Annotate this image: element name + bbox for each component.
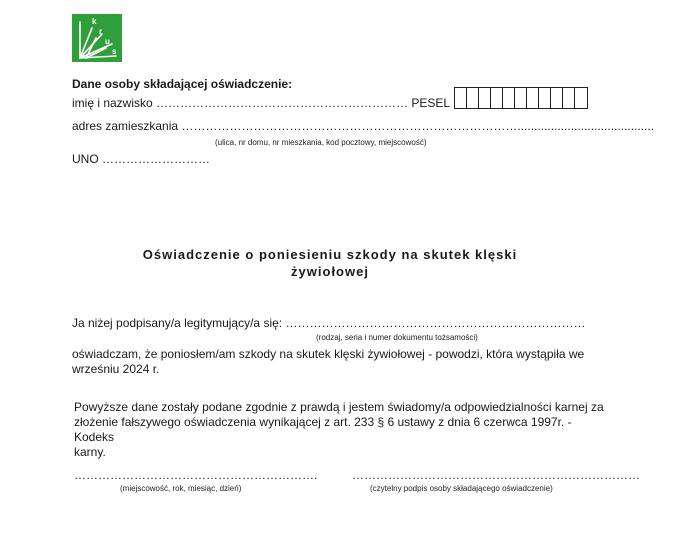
- liability-line2: złożenie fałszywego oświadczenia wynikającej z art. 233 § 6 ustawy z dnia 6 czerwca 1997r. - Kodeks: [74, 415, 572, 444]
- declaration-paragraph: [72, 347, 612, 377]
- name-row: [72, 96, 450, 110]
- uno-row: [72, 152, 210, 166]
- declaration-line2: wrześniu 2024 r.: [72, 362, 160, 376]
- liability-paragraph: [74, 400, 604, 460]
- name-field[interactable]: ………………………………………………………: [156, 96, 409, 110]
- pesel-digit-cell[interactable]: [575, 88, 587, 108]
- pesel-digit-cell[interactable]: [563, 88, 575, 108]
- document-title-line2: żywiołowej: [291, 264, 369, 279]
- svg-text:k: k: [92, 17, 97, 26]
- liability-line1: Powyższe dane zostały podane zgodnie z prawdą i jestem świadomy/a odpowiedzialności karnej za: [74, 400, 604, 414]
- place-date-field[interactable]: …………………………………………………….: [74, 468, 318, 482]
- signature-hint: (czytelny podpis osoby składającego oświadczenie): [370, 484, 553, 493]
- pesel-digit-cell[interactable]: [503, 88, 515, 108]
- liability-line3: karny.: [74, 445, 106, 459]
- signer-label: Ja niżej podpisany/a legitymujący/a się:: [72, 316, 283, 330]
- uno-field[interactable]: ………………………: [102, 152, 211, 166]
- signer-document-field[interactable]: …………………………………………………………………: [285, 316, 586, 330]
- krus-logo-graphic: [72, 14, 122, 62]
- signer-hint: (rodzaj, seria i numer dokumentu tożsamości): [316, 333, 478, 342]
- signature-field[interactable]: ………………………………………………………………: [352, 468, 640, 482]
- pesel-digit-cell[interactable]: [515, 88, 527, 108]
- address-hint: (ulica, nr domu, nr mieszkania, kod pocztowy, miejscowość): [215, 138, 427, 147]
- address-field[interactable]: ………………………………………………………………………….........................................: [181, 119, 655, 133]
- pesel-digit-cell[interactable]: [551, 88, 563, 108]
- pesel-label: PESEL: [411, 96, 451, 110]
- pesel-digit-cell[interactable]: [539, 88, 551, 108]
- declarant-section-title: Dane osoby składającej oświadczenie:: [72, 77, 293, 91]
- krus-logo: [72, 14, 122, 62]
- pesel-field[interactable]: [454, 87, 588, 109]
- pesel-digit-cell[interactable]: [527, 88, 539, 108]
- svg-text:u: u: [105, 37, 110, 46]
- name-label: imię i nazwisko: [72, 96, 153, 110]
- document-title-line1: Oświadczenie o poniesieniu szkody na skutek klęski: [142, 247, 518, 262]
- svg-text:r: r: [99, 27, 103, 36]
- svg-text:s: s: [112, 47, 117, 56]
- pesel-digit-cell[interactable]: [467, 88, 479, 108]
- document-title: [80, 246, 580, 280]
- uno-label: UNO: [72, 152, 99, 166]
- pesel-digit-cell[interactable]: [491, 88, 503, 108]
- address-label: adres zamieszkania: [72, 119, 179, 133]
- signer-row: [72, 316, 585, 330]
- declaration-line1: oświadczam, że poniosłem/am szkody na skutek klęski żywiołowej - powodzi, która wystąpiła we: [72, 347, 585, 361]
- pesel-digit-cell[interactable]: [479, 88, 491, 108]
- address-row: [72, 119, 654, 133]
- place-date-hint: (miejscowość, rok, miesiąc, dzień): [120, 484, 242, 493]
- pesel-digit-cell[interactable]: [455, 88, 467, 108]
